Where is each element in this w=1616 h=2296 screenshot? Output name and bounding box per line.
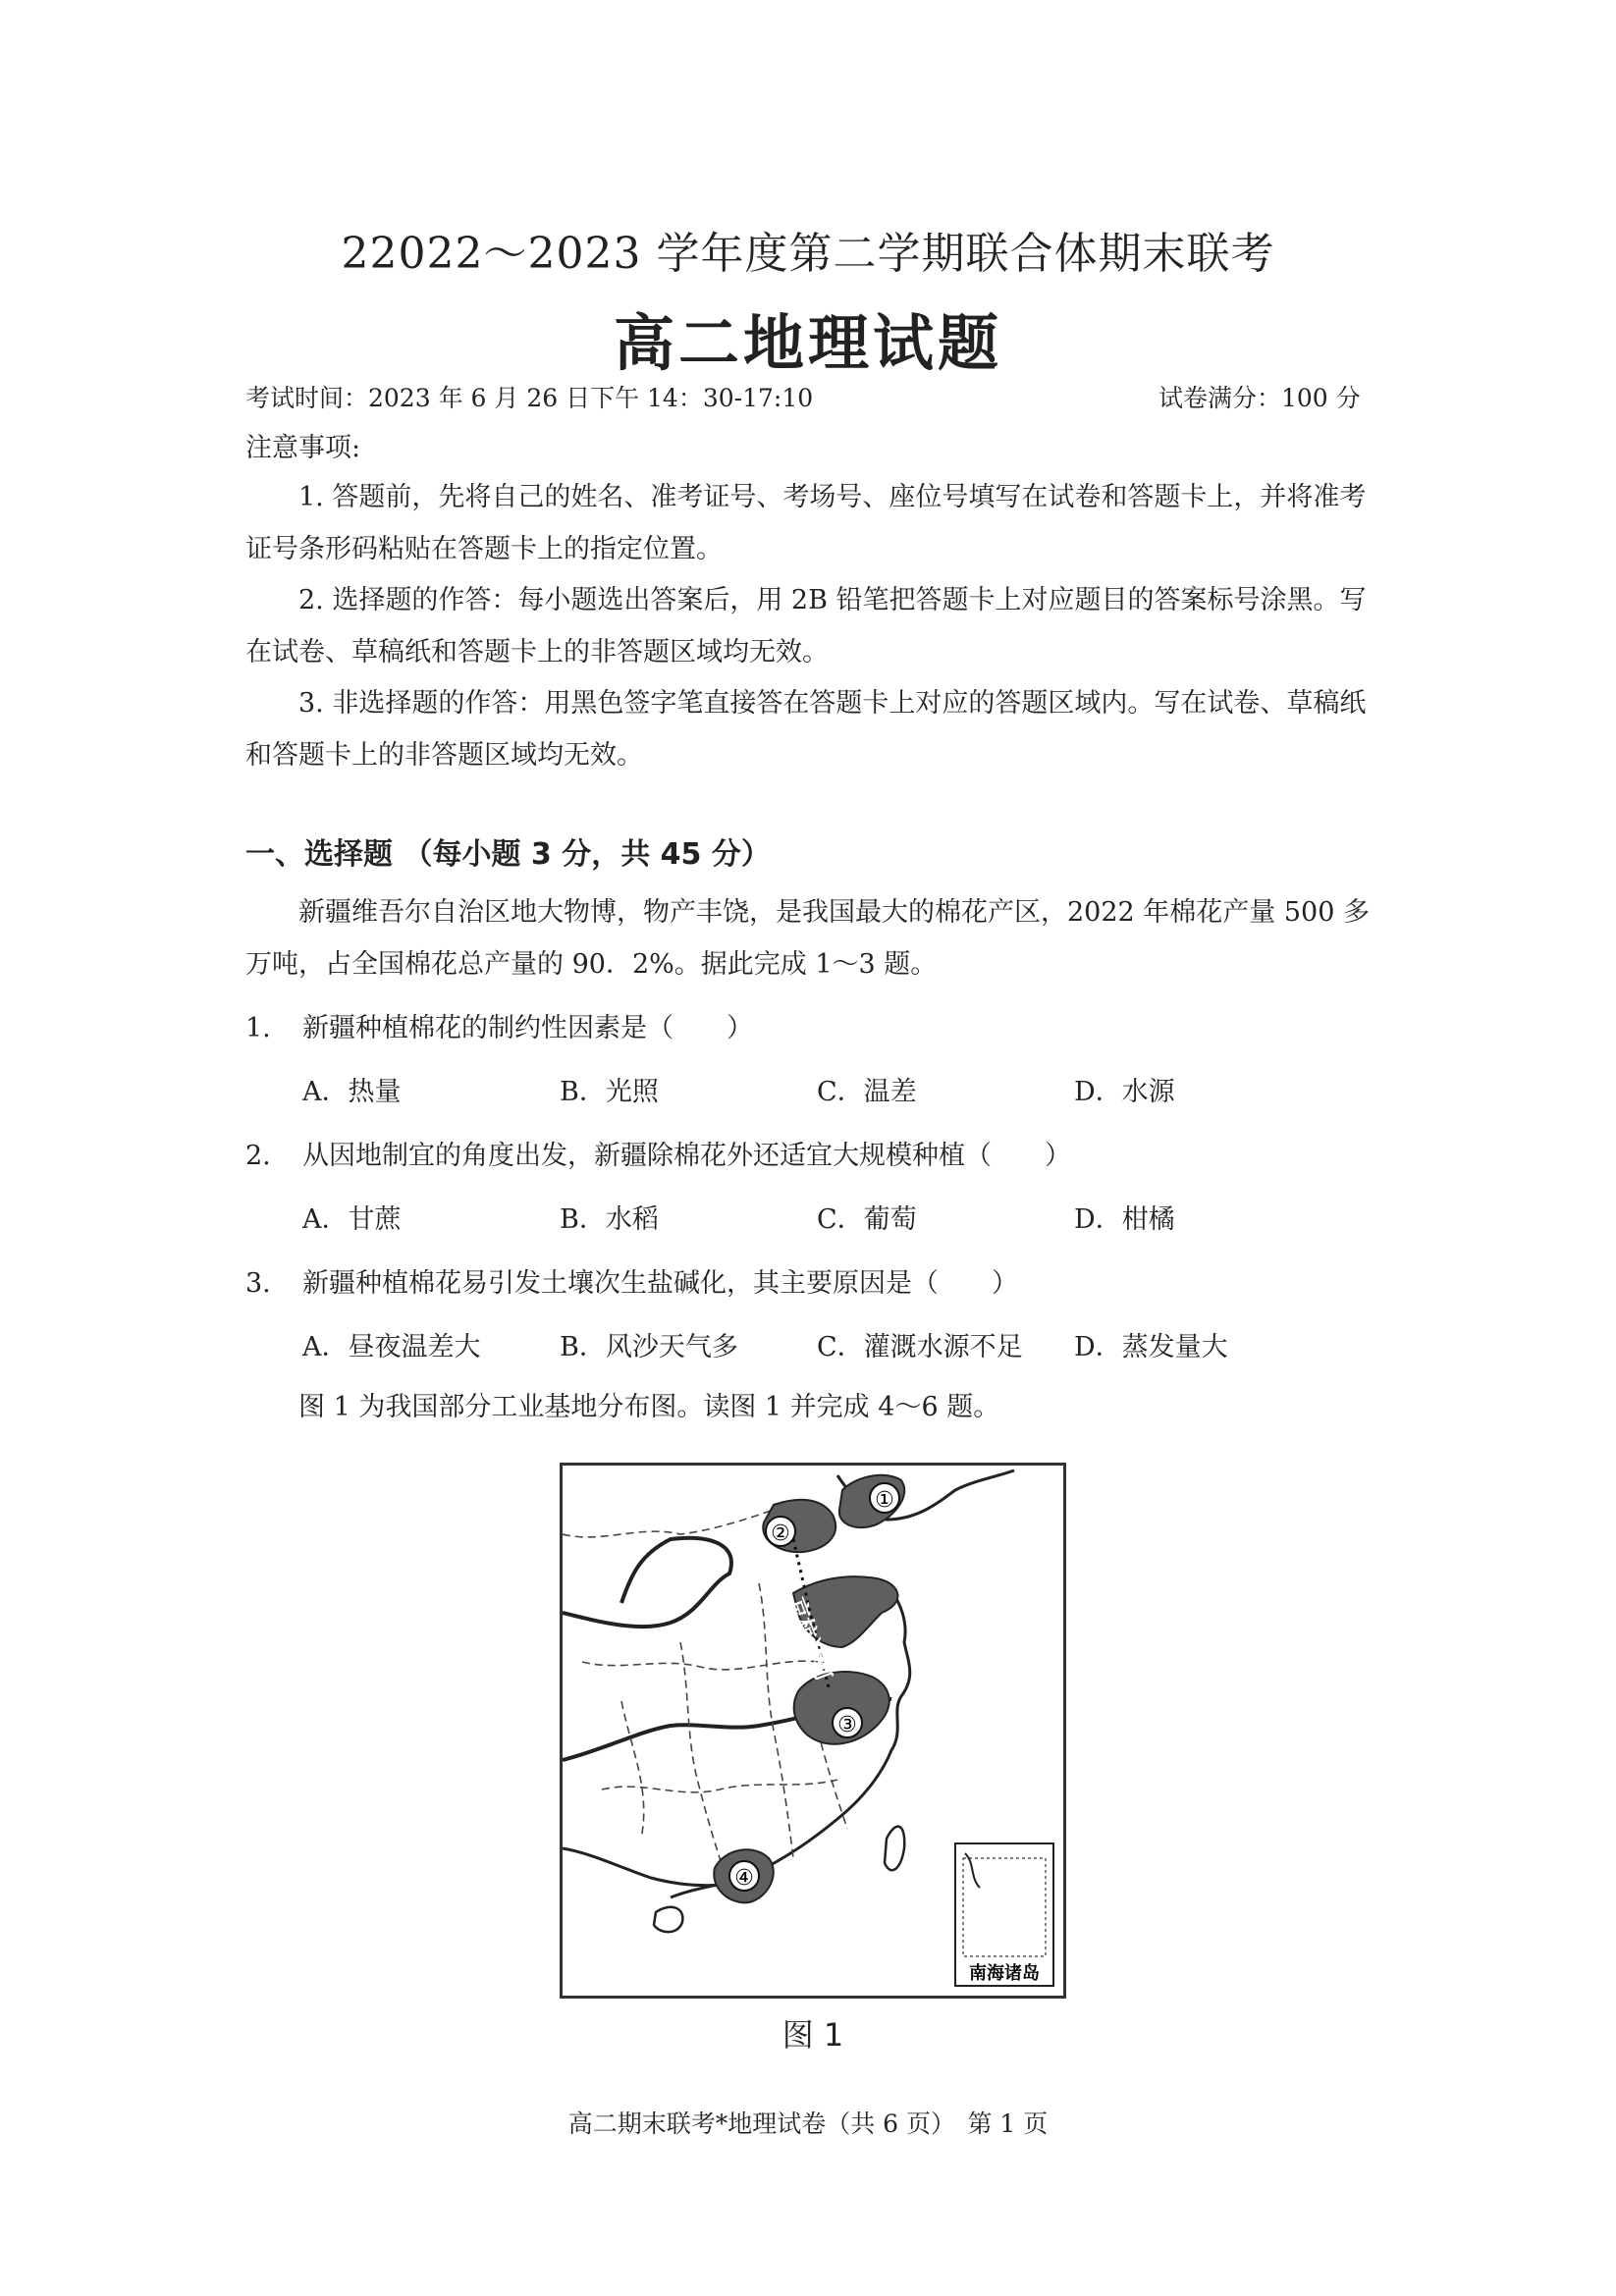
marker-1: ① xyxy=(875,1488,894,1513)
option-c: C．葡萄 xyxy=(817,1204,917,1235)
page-footer: 高二期末联考*地理试卷（共 6 页） 第 1 页 xyxy=(567,2109,1049,2138)
option-d: D．蒸发量大 xyxy=(1074,1332,1228,1362)
question-3 xyxy=(245,1261,1018,1300)
svg-text:京杭运河: 京杭运河 xyxy=(782,1594,835,1684)
inset-label: 南海诸岛 xyxy=(969,1963,1040,1984)
option-b: B．水稻 xyxy=(560,1204,659,1235)
notice-item: 1. 答题前，先将自己的姓名、准考证号、考场号、座位号填写在试卷和答题卡上，并将准考证号条形码粘贴在答题卡上的指定位置。 xyxy=(245,482,1367,564)
yellow-river xyxy=(563,1538,731,1627)
question-intro: 新疆维吾尔自治区地大物博，物产丰饶，是我国最大的棉花产区，2022 年棉花产量 500 多万吨，占全国棉花总产量的 90．2%。据此完成 1～3 题。 xyxy=(245,897,1370,980)
option-b: B．风沙天气多 xyxy=(560,1332,738,1362)
industrial-base-map xyxy=(560,1463,1066,1999)
taiwan-island xyxy=(885,1827,904,1871)
pearl-river xyxy=(563,1848,739,1886)
question-3-options xyxy=(302,1325,1331,1363)
figure-intro: 图 1 为我国部分工业基地分布图。读图 1 并完成 4～6 题。 xyxy=(298,1392,1000,1422)
question-stem: 新疆种植棉花的制约性因素是（ ） xyxy=(302,1013,753,1043)
figure-caption: 图 1 xyxy=(781,2016,844,2054)
question-number: 1. xyxy=(245,1013,271,1043)
option-d: D．水源 xyxy=(1074,1077,1175,1107)
subject-title: 高二地理试题 xyxy=(613,307,1002,379)
question-1-options xyxy=(302,1070,1331,1108)
question-1 xyxy=(245,1006,753,1044)
notice-item: 2. 选择题的作答：每小题选出答案后，用 2B 铅笔把答题卡上对应题目的答案标号涂黑。写在试卷、草稿纸和答题卡上的非答题区域均无效。 xyxy=(245,585,1367,667)
option-c: C．灌溉水源不足 xyxy=(817,1332,1023,1362)
marker-4: ④ xyxy=(734,1866,754,1891)
question-2-options xyxy=(302,1198,1331,1236)
question-stem: 新疆种植棉花易引发土壤次生盐碱化，其主要原因是（ ） xyxy=(302,1268,1018,1299)
option-b: B．光照 xyxy=(560,1077,659,1107)
option-c: C．温差 xyxy=(817,1077,917,1107)
marker-3: ③ xyxy=(837,1713,857,1737)
exam-time: 考试时间：2023 年 6 月 26 日下午 14：30-17:10 xyxy=(245,384,814,412)
option-a: A．热量 xyxy=(302,1077,402,1107)
question-2 xyxy=(245,1134,1071,1172)
map-drawing xyxy=(563,1466,1063,1996)
option-a: A．昼夜温差大 xyxy=(302,1332,481,1362)
question-number: 2. xyxy=(245,1141,271,1171)
hainan-island xyxy=(654,1907,682,1932)
notice-heading: 注意事项: xyxy=(245,433,361,463)
full-score: 试卷满分：100 分 xyxy=(1158,384,1361,412)
coastline xyxy=(671,1583,910,1897)
section-heading: 一、选择题 （每小题 3 分，共 45 分） xyxy=(245,837,771,872)
question-stem: 从因地制宜的角度出发，新疆除棉花外还适宜大规模种植（ ） xyxy=(302,1141,1071,1171)
exam-title: 22022～2023 学年度第二学期联合体期末联考 xyxy=(341,229,1275,279)
marker-2: ② xyxy=(771,1522,790,1546)
question-number: 3. xyxy=(245,1268,271,1299)
notice-item: 3. 非选择题的作答：用黑色签字笔直接答在答题卡上对应的答题区域内。写在试卷、草稿纸和答题卡上的非答题区域均无效。 xyxy=(245,688,1367,771)
option-d: D．柑橘 xyxy=(1074,1204,1175,1235)
option-a: A．甘蔗 xyxy=(302,1204,402,1235)
